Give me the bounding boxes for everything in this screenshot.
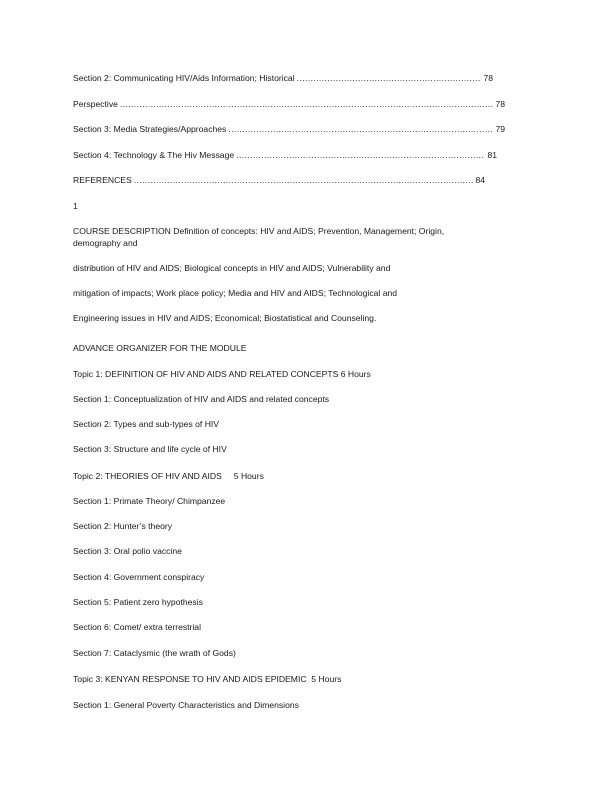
toc-page: 79 [495, 124, 505, 134]
section-line: Section 3: Oral polio vaccine [73, 546, 182, 556]
section-line: Section 5: Patient zero hypothesis [73, 597, 203, 607]
topic-heading: Topic 3: KENYAN RESPONSE TO HIV AND AIDS EPIDEMIC 5 Hours [73, 674, 342, 684]
toc-leader [120, 98, 494, 110]
body-line: distribution of HIV and AIDS; Biological concepts in HIV and AIDS; Vulnerability and [73, 263, 391, 273]
section-line: Section 6: Comet/ extra terrestrial [73, 622, 201, 632]
toc-page: 78 [495, 99, 505, 109]
toc-leader [228, 123, 493, 135]
toc-page: 78 [483, 73, 493, 83]
toc-entry[interactable] [73, 123, 505, 135]
toc-leader [236, 149, 485, 161]
section-line: Section 1: General Poverty Characteristics and Dimensions [73, 700, 299, 710]
body-line: Engineering issues in HIV and AIDS; Economical; Biostatistical and Counseling. [73, 313, 377, 323]
toc-title: Section 3: Media Strategies/Approaches [73, 124, 227, 134]
toc-page: 84 [475, 175, 485, 185]
heading: ADVANCE ORGANIZER FOR THE MODULE [73, 343, 247, 353]
toc-leader [297, 72, 482, 84]
page-number: 1 [73, 201, 78, 211]
toc-entry[interactable] [73, 98, 505, 110]
toc-title: Section 2: Communicating HIV/Aids Information; Historical [73, 73, 295, 83]
section-line: Section 3: Structure and life cycle of HIV [73, 444, 227, 454]
toc-leader [134, 174, 474, 186]
toc-title: REFERENCES [73, 175, 132, 185]
topic-heading: Topic 2: THEORIES OF HIV AND AIDS 5 Hours [73, 471, 264, 481]
section-line: Section 1: Conceptualization of HIV and AIDS and related concepts [73, 394, 330, 404]
toc-entry[interactable] [73, 72, 493, 84]
section-line: Section 2: Hunter’s theory [73, 521, 173, 531]
section-line: Section 4: Government conspiracy [73, 572, 205, 582]
toc-page: 81 [487, 150, 497, 160]
section-line: Section 1: Primate Theory/ Chimpanzee [73, 496, 226, 506]
toc-title: Perspective [73, 99, 118, 109]
course-description: COURSE DESCRIPTION Definition of concepts: HIV and AIDS; Prevention, Management; Origin, demography and [73, 226, 445, 248]
topic-heading: Topic 1: DEFINITION OF HIV AND AIDS AND RELATED CONCEPTS 6 Hours [73, 369, 371, 379]
toc-title: Section 4: Technology & The Hiv Message [73, 150, 235, 160]
toc-entry[interactable] [73, 174, 485, 186]
section-line: Section 2: Types and sub-types of HIV [73, 419, 220, 429]
toc-entry[interactable] [73, 149, 497, 161]
section-line: Section 7: Cataclysmic (the wrath of Gods) [73, 648, 236, 658]
body-line: mitigation of impacts; Work place policy; Media and HIV and AIDS; Technological and [73, 288, 398, 298]
